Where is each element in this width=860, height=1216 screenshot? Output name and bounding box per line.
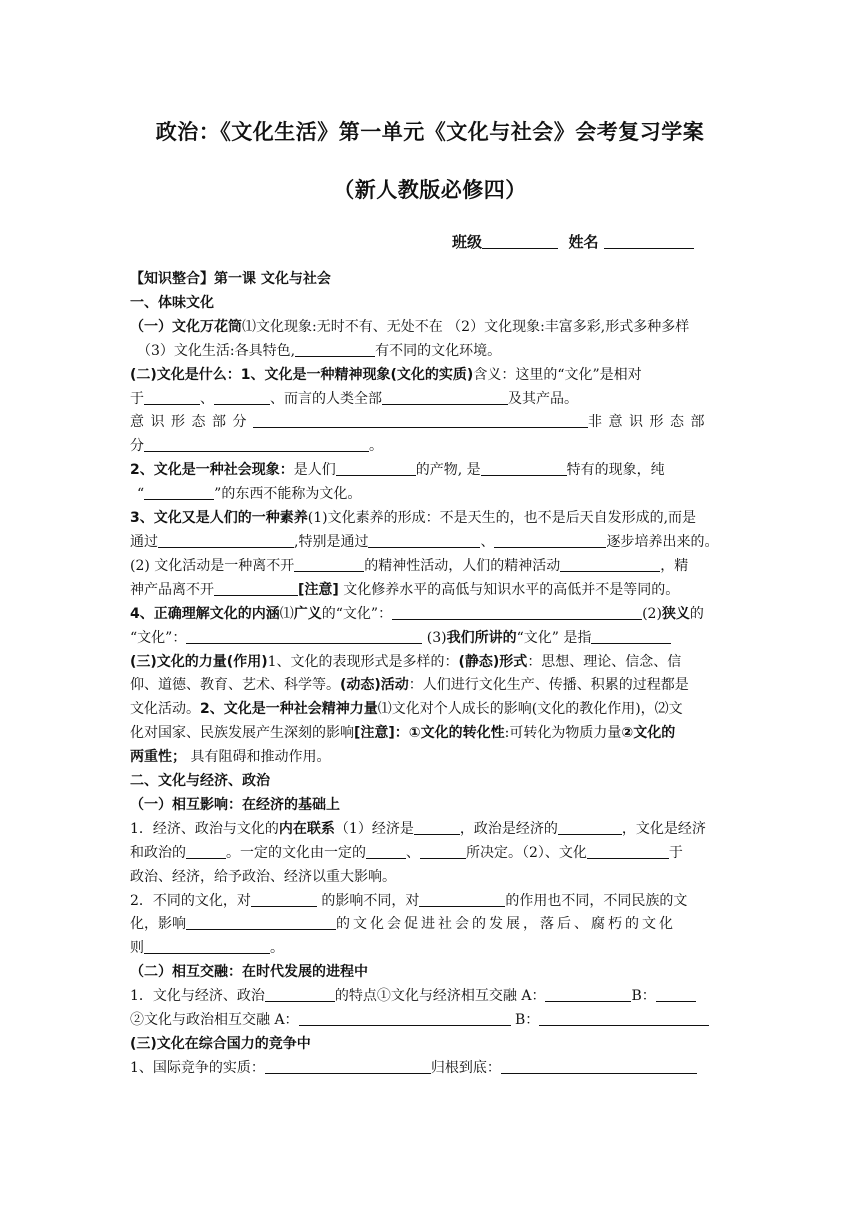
fill-blank[interactable]	[214, 580, 298, 596]
section-heading: (三)文化在综合国力的竞争中	[130, 1036, 311, 1052]
text-line: 1．文化与经济、政治 的特点①文化与经济相互交融 A： B：	[130, 985, 730, 1009]
fill-blank[interactable]	[366, 843, 406, 859]
text-line: 2、文化是一种社会现象：是人们 的产物, 是 特有的现象，纯	[130, 462, 665, 479]
fill-blank[interactable]	[158, 532, 294, 548]
fill-blank[interactable]	[214, 389, 270, 405]
section-heading: （一）相互影响：在经济的基础上	[130, 796, 340, 813]
text-line: 化对国家、民族发展产生深刻的影响[注意]：①文化的转化性:可转化为物质力量②文化的	[130, 725, 676, 742]
fill-blank[interactable]	[545, 986, 631, 1002]
fill-blank[interactable]	[382, 389, 508, 405]
page-subtitle: （新人教版必修四）	[333, 178, 527, 202]
section-heading: 【知识整合】第一课 文化与社会	[130, 271, 331, 287]
text-line: 神产品离不开 [注意] 文化修养水平的高低与知识水平的高低并不是等同的。	[130, 581, 680, 598]
fill-blank[interactable]	[265, 986, 335, 1002]
text-line: (二)文化是什么：1、文化是一种精神现象(文化的实质)含义：这里的“文化”是相对	[130, 366, 642, 383]
fill-blank[interactable]	[560, 556, 660, 572]
name-blank[interactable]	[604, 233, 694, 249]
fill-blank[interactable]	[419, 891, 505, 907]
fill-blank[interactable]	[144, 938, 270, 954]
fill-blank[interactable]	[294, 556, 364, 572]
text-line: 文化活动。2、文化是一种社会精神力量⑴文化对个人成长的影响(文化的教化作用)，⑵文	[130, 701, 683, 718]
fill-blank[interactable]	[656, 986, 696, 1002]
name-label: 姓名	[568, 233, 599, 251]
class-label: 班级	[452, 233, 483, 251]
text-line: （3）文化生活:各具特色, 有不同的文化环境。	[137, 342, 502, 359]
text-line: 1、国际竞争的实质： 归根到底：	[130, 1057, 730, 1081]
fill-blank[interactable]	[481, 460, 567, 476]
fill-blank[interactable]	[186, 914, 336, 930]
text-line: 则 。	[130, 940, 284, 957]
fill-blank[interactable]	[368, 532, 480, 548]
text-line: 3、文化又是人们的一种素养(1)文化素养的形成：不是天生的，也不是后天自发形成的,而是	[130, 510, 697, 527]
fill-blank[interactable]	[414, 819, 460, 835]
text-line: 政治、经济，给予政治、经济以重大影响。	[130, 868, 396, 885]
fill-blank[interactable]	[558, 819, 622, 835]
text-line: 意识形态部分 非意识形态部	[130, 414, 711, 431]
text-line: “文化”： (3)我们所讲的“文化” 是指	[130, 627, 730, 651]
fill-blank[interactable]	[336, 460, 416, 476]
class-name-line	[452, 231, 694, 252]
class-blank[interactable]	[482, 233, 558, 249]
fill-blank[interactable]	[591, 628, 671, 644]
text-line: 化，影响 的文化会促进社会的发展，落后、腐朽的文化	[130, 916, 676, 933]
fill-blank[interactable]	[265, 1058, 431, 1074]
section-heading: （二）相互交融：在时代发展的进程中	[130, 964, 368, 981]
text-line: 仰、道德、教育、艺术、科学等。(动态)活动：人们进行文化生产、传播、积累的过程都是	[130, 677, 689, 694]
text-line: 2．不同的文化，对 的影响不同，对 的作用也不同，不同民族的文	[130, 892, 688, 909]
fill-blank[interactable]	[299, 1010, 511, 1026]
fill-blank[interactable]	[144, 436, 369, 452]
section-heading: 二、文化与经济、政治	[130, 773, 270, 790]
fill-blank[interactable]	[420, 843, 466, 859]
worksheet-content	[130, 268, 730, 1081]
text-line: 和政治的 。一定的文化由一定的 、 所决定。（2）、文化 于	[130, 844, 683, 861]
fill-blank[interactable]	[539, 1010, 709, 1026]
text-line: 两重性； 具有阻碍和推动作用。	[130, 749, 331, 766]
fill-blank[interactable]	[144, 484, 214, 500]
fill-blank[interactable]	[186, 843, 226, 859]
fill-blank[interactable]	[587, 843, 669, 859]
text-line: 1．经济、政治与文化的内在联系（1）经济是 ，政治是经济的 ，文化是经济	[130, 820, 706, 837]
section-heading: 一、体味文化	[130, 294, 214, 311]
text-line: 分 。	[130, 438, 383, 455]
text-line: (2) 文化活动是一种离不开 的精神性活动，人们的精神活动 ，精	[130, 557, 689, 574]
fill-blank[interactable]	[186, 628, 422, 644]
text-line: ②文化与政治相互交融 A： B：	[130, 1009, 730, 1033]
text-line: “ ”的东西不能称为文化。	[137, 486, 362, 503]
text-line: 4、正确理解文化的内涵⑴广义的“文化”： (2)狭义的	[130, 605, 704, 622]
fill-blank[interactable]	[295, 341, 375, 357]
text-line: （一）文化万花筒⑴文化现象:无时不有、无处不在 （2）文化现象:丰富多彩,形式多种多样	[130, 318, 690, 335]
fill-blank[interactable]	[494, 532, 606, 548]
text-line: 于 、 、而言的人类全部 及其产品。	[130, 390, 578, 407]
fill-blank[interactable]	[251, 891, 317, 907]
page-title: 政治：《文化生活》第一单元《文化与社会》会考复习学案	[155, 120, 705, 144]
fill-blank[interactable]	[253, 412, 588, 428]
fill-blank[interactable]	[392, 604, 642, 620]
text-line: (三)文化的力量(作用)1、文化的表现形式是多样的：(静态)形式：思想、理论、信念、信	[130, 653, 682, 670]
fill-blank[interactable]	[501, 1058, 697, 1074]
text-line: 通过 ,特别是通过 、 逐步培养出来的。	[130, 533, 719, 550]
fill-blank[interactable]	[144, 389, 200, 405]
